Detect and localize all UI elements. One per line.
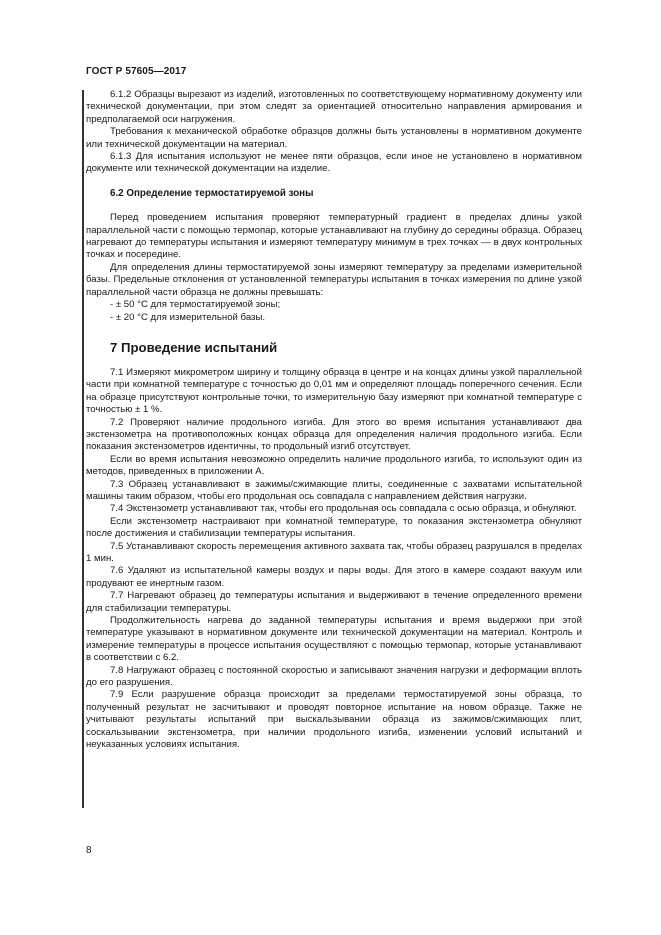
paragraph: 7.9 Если разрушение образца происходит за пределами термостатируемой зоны образца, то полученный результат не засчитывают и проводят повторное испытание на новом образце. Также не учитывают результаты испытаний при выскальзывании образца из зажимов/сжимающих плит, соскальзывании экстензометра, при наличии продольного изгиба, изменении условий испытаний и неуказанных условиях испытания. [86, 689, 582, 751]
paragraph: 7.5 Устанавливают скорость перемещения активного захвата так, чтобы образец разрушался в пределах 1 мин. [86, 540, 582, 564]
list-item: - ± 50 °С для термостатируемой зоны; [110, 299, 281, 311]
section-heading: 7 Проведение испытаний [110, 339, 278, 355]
subsection-heading: 6.2 Определение термостатируемой зоны [110, 187, 314, 199]
document-code: ГОСТ Р 57605—2017 [86, 66, 187, 77]
paragraph: Продолжительность нагрева до заданной температуры испытания и время выдержки при этой температуре указывают в нормативном документе или технической документации на материал. Контроль и измерение температуры в процессе испытания осуществляют с помощью термопар, которые устанавливают в соответствии с 6.2. [86, 615, 582, 664]
paragraph: Для определения длины термостатируемой зоны измеряют температуру за пределами измерительной базы. Предельные отклонения от установленной температуры испытания в точках измерения по длине узкой параллельной части образца не должны превышать: [86, 261, 582, 298]
page-number: 8 [86, 845, 92, 856]
paragraph: 7.8 Нагружают образец с постоянной скоростью и записывают значения нагрузки и деформации вплоть до его разрушения. [86, 664, 582, 689]
paragraph: 7.6 Удаляют из испытательной камеры воздух и пары воды. Для этого в камере создают вакуум или продувают ее инертным газом. [86, 565, 582, 589]
paragraph: 6.1.2 Образцы вырезают из изделий, изготовленных по соответствующему нормативному документу или технической документации, при этом следят за ориентацией относительно направления армирования и предполагаемой оси нагружения. [86, 89, 582, 125]
tolerance-list [86, 299, 582, 324]
paragraph: 7.7 Нагревают образец до температуры испытания и выдерживают в течение определенного времени для стабилизации температуры. [86, 590, 582, 614]
paragraph: Если экстензометр настраивают при комнатной температуре, то показания экстензометра обнуляют после достижения и стабилизации температуры испытания. [86, 515, 582, 540]
paragraph: 7.3 Образец устанавливают в зажимы/сжимающие плиты, соединенные с захватами испытательной машины таким образом, чтобы его продольная ось совпадала с направлением действия нагрузки. [86, 478, 582, 502]
paragraph: Если во время испытания невозможно определить наличие продольного изгиба, то используют один из методов, приведенных в приложении А. [86, 453, 582, 478]
paragraph: Перед проведением испытания проверяют температурный градиент в пределах длины узкой параллельной части с помощью термопар, которые устанавливают на глубину до середины образца. Образец нагревают до температуры испытания и измеряют температуру минимум в трех точках — в двух контрольных точках и посередине. [86, 212, 582, 261]
paragraph: Требования к механической обработке образцов должны быть установлены в нормативном документе или технической документации на материал. [86, 126, 582, 150]
page-body [86, 89, 582, 752]
paragraph: 7.2 Проверяют наличие продольного изгиба. Для этого во время испытания устанавливают два экстензометра на противоположных концах образца для определения наличия продольного изгиба. Если показания экстензометров идентичны, то продольный изгиб отсутствует. [86, 416, 582, 453]
change-bar [82, 90, 84, 808]
paragraph: 7.4 Экстензометр устанавливают так, чтобы его продольная ось совпадала с осью образца, и обнуляют. [110, 503, 577, 515]
paragraph: 6.1.3 Для испытания используют не менее пяти образцов, если иное не установлено в нормативном документе или технической документации на изделие. [86, 151, 582, 175]
paragraph: 7.1 Измеряют микрометром ширину и толщину образца в центре и на концах длины узкой параллельной части при комнатной температуре с точностью до 0,01 мм и определяют площадь поперечного сечения. Если на образце присутствуют контрольные точки, то измерительную базу измеряют при комнатной температуре с точностью ± 1 %. [86, 366, 582, 416]
list-item: - ± 20 °С для измерительной базы. [110, 311, 266, 323]
